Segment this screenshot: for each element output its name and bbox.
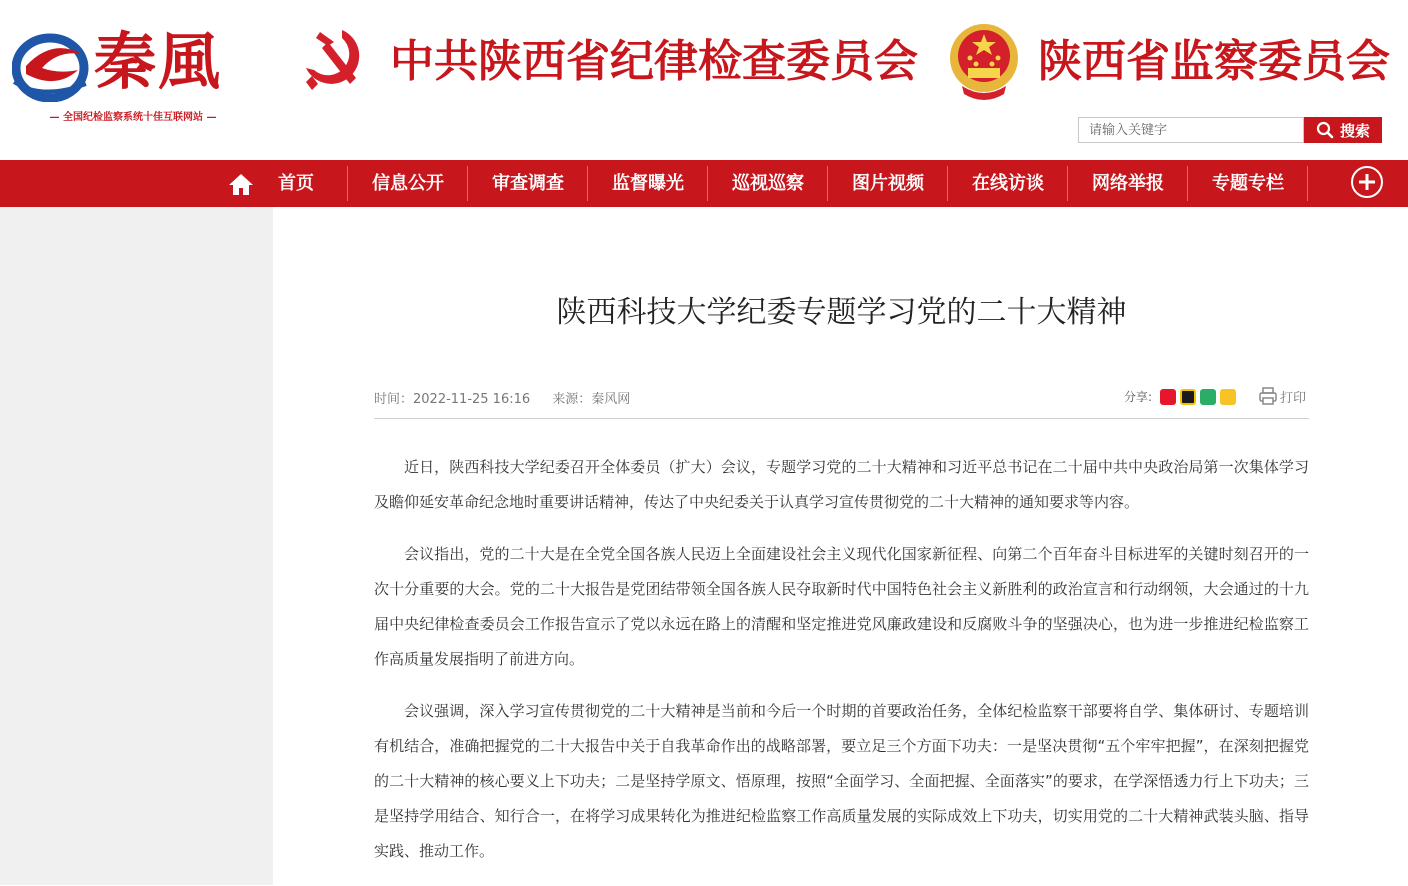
article-paragraph: 会议强调，深入学习宣传贯彻党的二十大精神是当前和今后一个时期的首要政治任务，全体纪检监察干部要将自学、集体研讨、专题培训有机结合，准确把握党的二十大报告中关于自我革命作出的战略部署，要立足三个方面下功夫：一是坚决贯彻“五个牢牢把握”，在深刻把握党的二十大精神的核心要义上下功夫；二是坚持学原文、悟原理，按照“全面学习、全面把握、全面落实”的要求，在学深悟透力行上下功夫；三是坚持学用结合、知行合一，在将学习成果转化为推进纪检监察工作高质量发展的实际成效上下功夫，切实用党的二十大精神武装头脑、指导实践、推动工作。	[374, 702, 1309, 860]
nav-item-inspection-tour[interactable]: 巡视巡察	[732, 173, 804, 194]
left-gutter	[0, 207, 273, 885]
article-source: 来源：秦风网	[552, 392, 631, 407]
article-title: 陕西科技大学纪委专题学习党的二十大精神	[556, 295, 1127, 330]
logo-e-icon	[12, 30, 90, 102]
nav-item-photos-videos[interactable]: 图片视频	[852, 173, 924, 194]
nav-separator	[1307, 166, 1308, 201]
weibo-share-icon[interactable]	[1160, 389, 1176, 405]
print-label: 打印	[1280, 390, 1307, 406]
publish-time: 时间：2022-11-25 16:16	[374, 392, 531, 407]
state-emblem-icon	[946, 20, 1022, 102]
party-org-name: 中共陕西省纪律检查委员会	[390, 36, 918, 87]
nav-item-home[interactable]: 首页	[278, 173, 314, 194]
logo-text: 秦風	[94, 25, 223, 98]
search-input[interactable]	[1078, 117, 1304, 143]
nav-item-info-disclosure[interactable]: 信息公开	[372, 173, 444, 194]
site-header	[0, 0, 1408, 160]
main-nav	[0, 160, 1408, 207]
logo-slogan: — 全国纪检监察系统十佳互联网站 —	[49, 112, 217, 123]
share-label: 分享:	[1124, 390, 1153, 404]
search-icon	[1316, 121, 1334, 139]
article-paragraph: 近日，陕西科技大学纪委召开全体委员（扩大）会议，专题学习党的二十大精神和习近平总书记在二十届中共中央政治局第一次集体学习及瞻仰延安革命纪念地时重要讲话精神，传达了中央纪委关于认真学习宣传贯彻党的二十大精神的通知要求等内容。	[374, 458, 1309, 511]
wechat-share-icon[interactable]	[1200, 389, 1216, 405]
party-emblem-icon	[298, 24, 372, 98]
site-logo[interactable]	[8, 24, 258, 134]
printer-icon	[1258, 386, 1278, 406]
search-bar	[1078, 117, 1383, 143]
article-paragraph: 会议指出，党的二十大是在全党全国各族人民迈上全面建设社会主义现代化国家新征程、向第二个百年奋斗目标进军的关键时刻召开的一次十分重要的大会。党的二十大报告是党团结带领全国各族人民夺取新时代中国特色社会主义新胜利的政治宣言和行动纲领，大会通过的十九届中央纪律检查委员会工作报告宣示了党以永远在路上的清醒和坚定推进党风廉政建设和反腐败斗争的坚强决心，也为进一步推进纪检监察工作高质量发展指明了前进方向。	[374, 545, 1309, 668]
nav-item-online-report[interactable]: 网络举报	[1092, 173, 1164, 194]
share-bar	[1124, 388, 1236, 405]
search-button-label: 搜索	[1339, 121, 1370, 140]
article-body	[374, 450, 1309, 886]
nav-item-online-interview[interactable]: 在线访谈	[972, 173, 1044, 194]
meta-divider	[374, 418, 1309, 419]
qzone-share-icon[interactable]	[1220, 389, 1236, 405]
state-org-name: 陕西省监察委员会	[1038, 36, 1390, 87]
qq-share-icon[interactable]	[1180, 389, 1196, 405]
article-meta	[374, 388, 648, 407]
search-button[interactable]	[1304, 117, 1382, 143]
expand-menu-plus-icon[interactable]	[1351, 166, 1383, 198]
nav-item-supervision-exposure[interactable]: 监督曝光	[612, 173, 684, 194]
print-button[interactable]	[1258, 386, 1306, 406]
nav-item-investigation[interactable]: 审查调查	[492, 173, 564, 194]
nav-item-special-topics[interactable]: 专题专栏	[1212, 173, 1284, 194]
